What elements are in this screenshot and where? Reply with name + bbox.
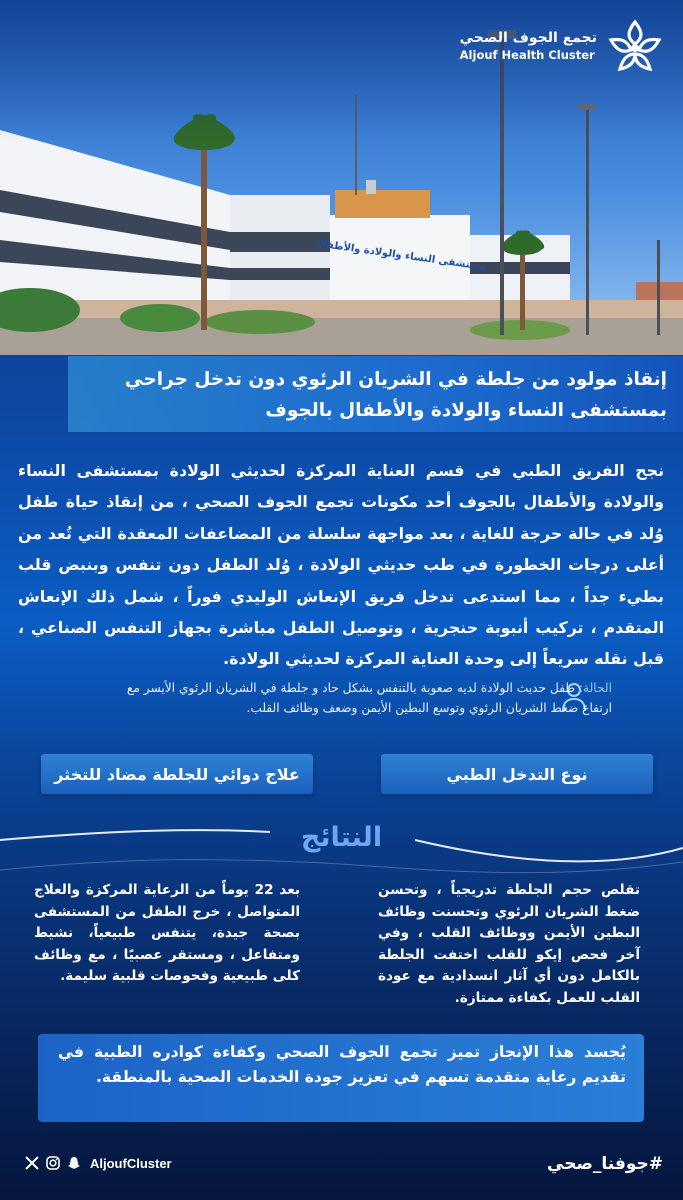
results-heading: النتائج [300, 822, 383, 853]
logo-star-icon [607, 18, 663, 74]
page-title-line2: بمستشفى النساء والولادة والأطفال بالجوف [265, 400, 667, 421]
intervention-type-box: نوع التدخل الطبي [381, 754, 653, 794]
intro-paragraph: نجح الفريق الطبي في قسم العناية المركزة لحديثي الولادة بمستشفى النساء والولادة والأطفال بالجوف أحد مكونات تجمع الجوف الصحي ، من إنقاذ حياة طفل وُلد في حالة حرجة للغاية ، بعد مواجهة سلسلة من المضاعفات المعقدة التي تُعد من أعلى درجات الخطورة في طب حديثي الولادة ، وُلد الطفل دون تنفس وبنبض قلب بطيء جداً ، مما استدعى تدخل فريق الإنعاش الوليدي فوراً ، شمل ذلك الإنعاش المتقدم ، تركيب أنبوبة حنجرية ، وتوصيل الطفل مباشرة بجهاز التنفس الصناعي ، قبل نقله سريعاً إلى وحدة العناية المركزة لحديثي الولادة. [18, 461, 664, 669]
snapchat-icon[interactable] [66, 1155, 82, 1171]
x-icon[interactable] [24, 1155, 40, 1171]
case-description [96, 678, 612, 718]
hashtag: #جوفنا_صحي [547, 1154, 663, 1174]
page-title-line1: إنقاذ مولود من جلطة في الشريان الرئوي دون تدخل جراحي [124, 369, 667, 390]
cluster-logo [460, 18, 663, 74]
social-links [24, 1155, 172, 1171]
logo-name-ar: تجمع الجوف الصحي [459, 30, 597, 46]
treatment-box: علاج دوائي للجلطة مضاد للتخثر [41, 754, 313, 794]
result-left-paragraph: بعد 22 يوماً من الرعاية المركزة والعلاج المتواصل ، خرج الطفل من المستشفى بصحة جيدة، يتنفس طبيعياً، نشيط ومتفاعل ، ومستقر عصبيًا ، مع وظائف كلى طبيعية وفحوصات قلبية سليمة. [34, 882, 300, 985]
logo-name-en: Aljouf Health Cluster [459, 48, 595, 62]
result-right-paragraph: تقلص حجم الجلطة تدريجياً ، وتحسن ضغط الشريان الرئوي وتحسنت وظائف البطين الأيمن ووظائف القلب ، وفي آخر فحص إيكو للقلب اختفت الجلطة بالكامل دون أي آثار انسدادية مع عودة القلب للعمل بكفاءة ممتازة. [378, 882, 640, 1006]
conclusion-box: يُجسد هذا الإنجاز تميز تجمع الجوف الصحي وكفاءة كوادره الطبية في تقديم رعاية متقدمة تسهم في تعزيز جودة الخدمات الصحية بالمنطقة. [38, 1034, 644, 1122]
case-text: طفل حديث الولادة لديه صعوبة بالتنفس بشكل حاد و جلطة في الشريان الرئوي الأيسر مع ارتفاع ضغط الشريان الرئوي وتوسع البطين الأيمن وضعف وظائف القلب. [126, 681, 612, 715]
social-handle[interactable]: AljoufCluster [90, 1155, 172, 1171]
title-banner [68, 356, 683, 432]
instagram-icon[interactable] [45, 1155, 61, 1171]
case-label: الحالة: [578, 681, 612, 695]
